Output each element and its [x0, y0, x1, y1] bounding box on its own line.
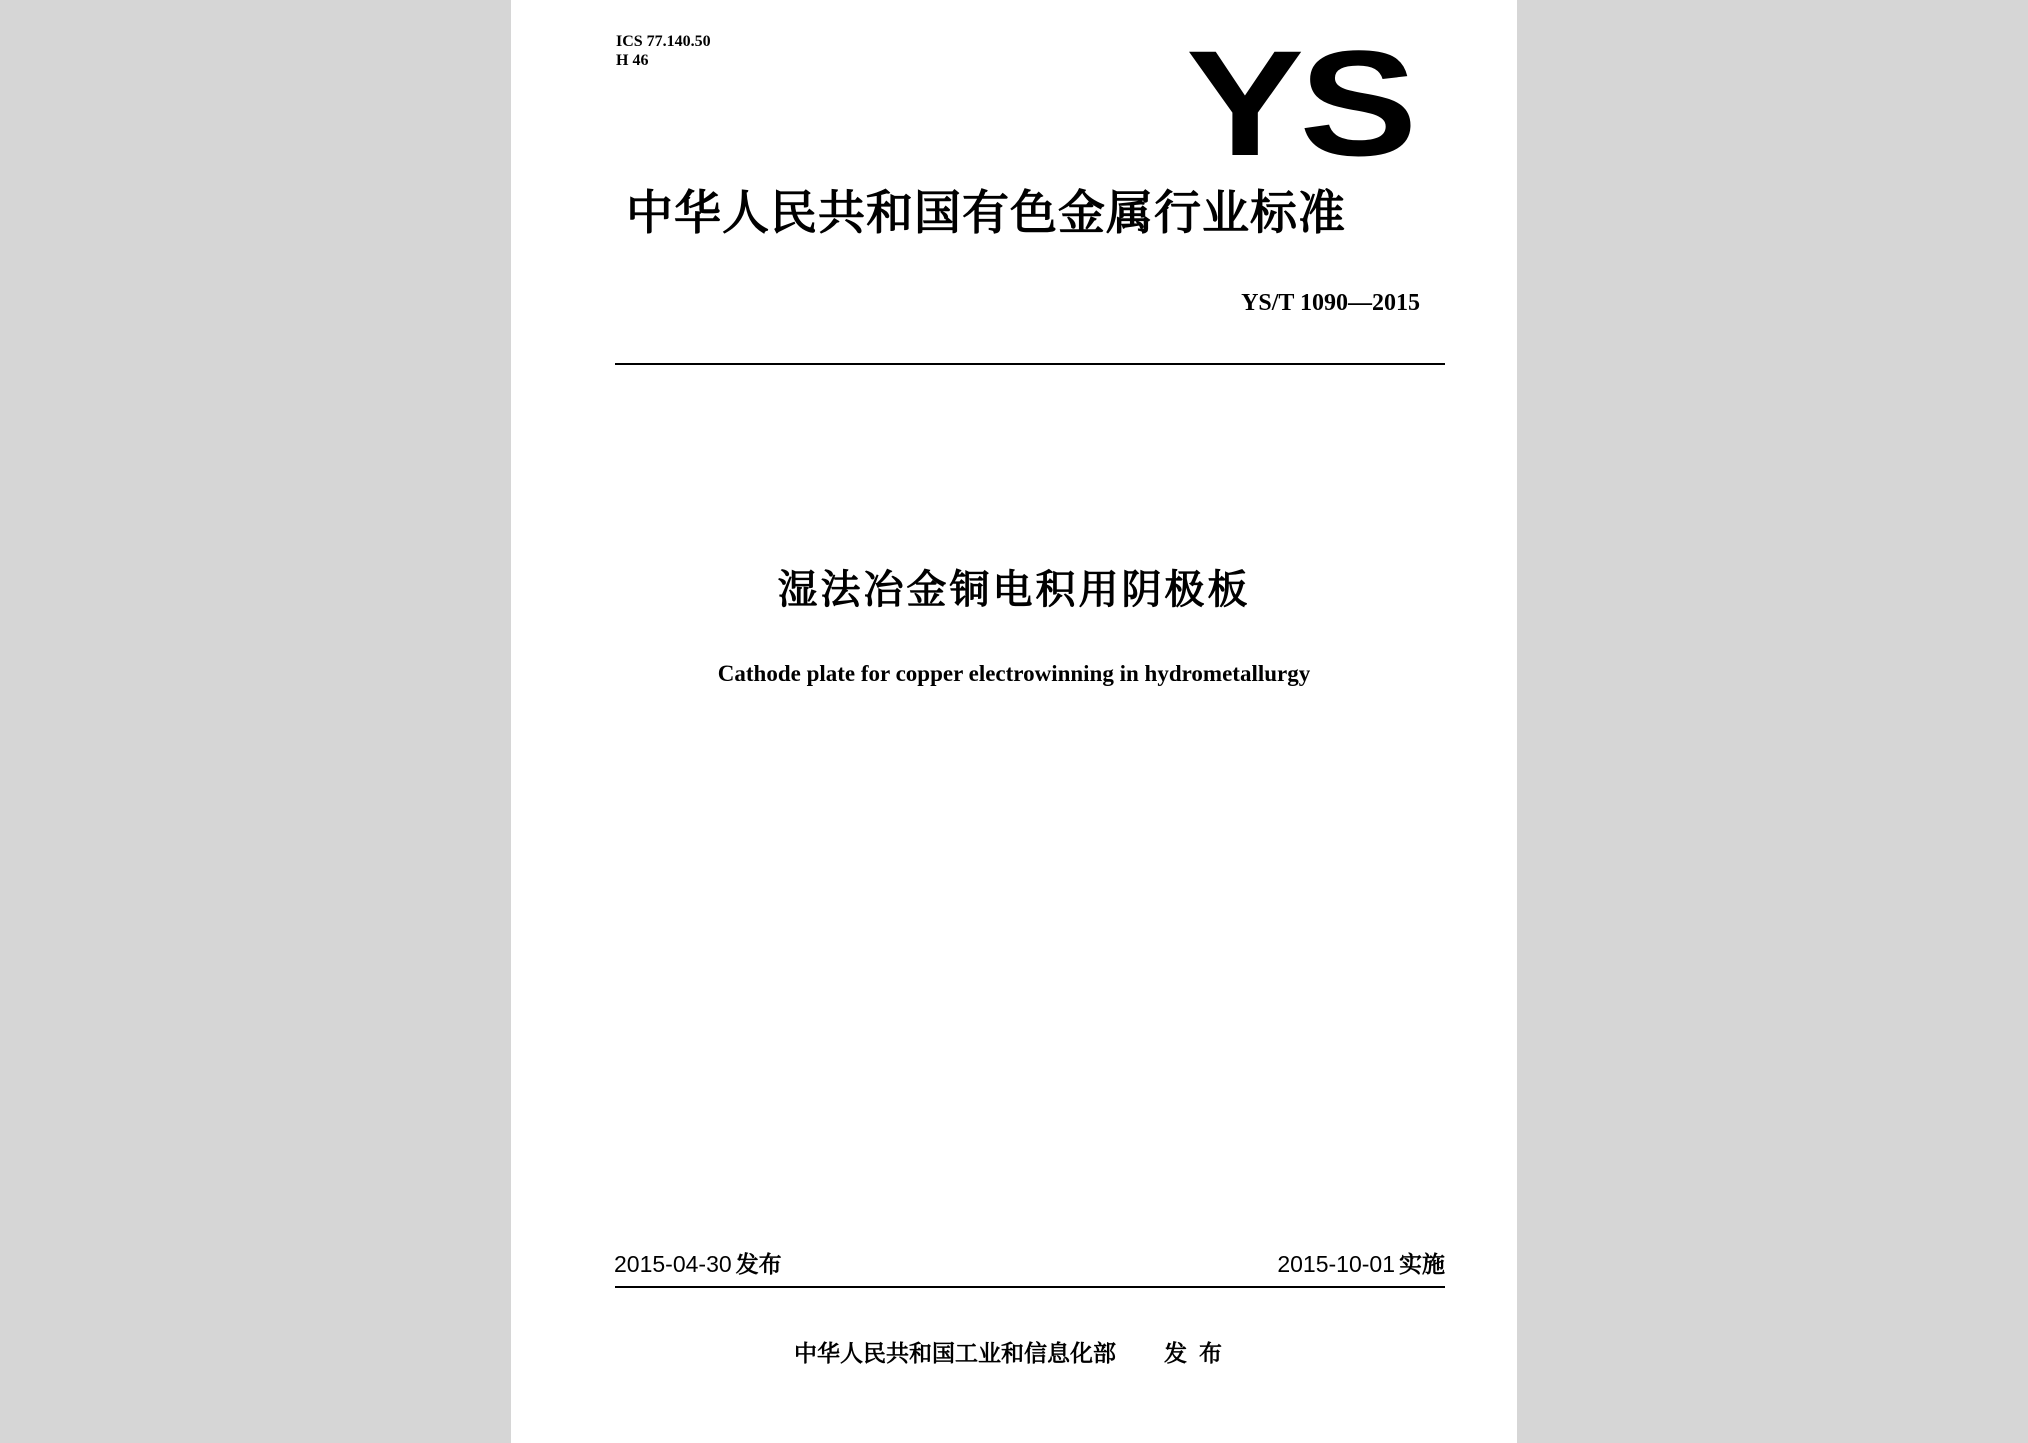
- bottom-divider: [615, 1286, 1445, 1288]
- implementation-label: 实施: [1399, 1251, 1445, 1277]
- top-divider: [615, 363, 1445, 365]
- publisher-line: [511, 1340, 1517, 1368]
- implementation-date: 2015-10-01: [1277, 1251, 1395, 1277]
- issue-date-line: [614, 1250, 782, 1278]
- document-page: [511, 0, 1517, 1443]
- implementation-date-line: [1277, 1250, 1445, 1278]
- chinese-title: 湿法冶金铜电积用阴极板: [777, 567, 1251, 613]
- industry-standard-title: 中华人民共和国有色金属行业标准: [626, 186, 1346, 241]
- ccs-code: H 46: [616, 52, 649, 69]
- english-title: Cathode plate for copper electrowinning in hydrometallurgy: [717, 661, 1311, 686]
- issue-label: 发布: [735, 1251, 782, 1277]
- ys-logo: YS: [1186, 19, 1413, 187]
- standard-number: YS/T 1090—2015: [1241, 290, 1420, 316]
- ics-code: ICS 77.140.50: [616, 33, 711, 50]
- publisher-name: 中华人民共和国工业和信息化部: [794, 1341, 1116, 1367]
- issue-date: 2015-04-30: [614, 1251, 732, 1277]
- publisher-label: 发布: [1164, 1341, 1234, 1367]
